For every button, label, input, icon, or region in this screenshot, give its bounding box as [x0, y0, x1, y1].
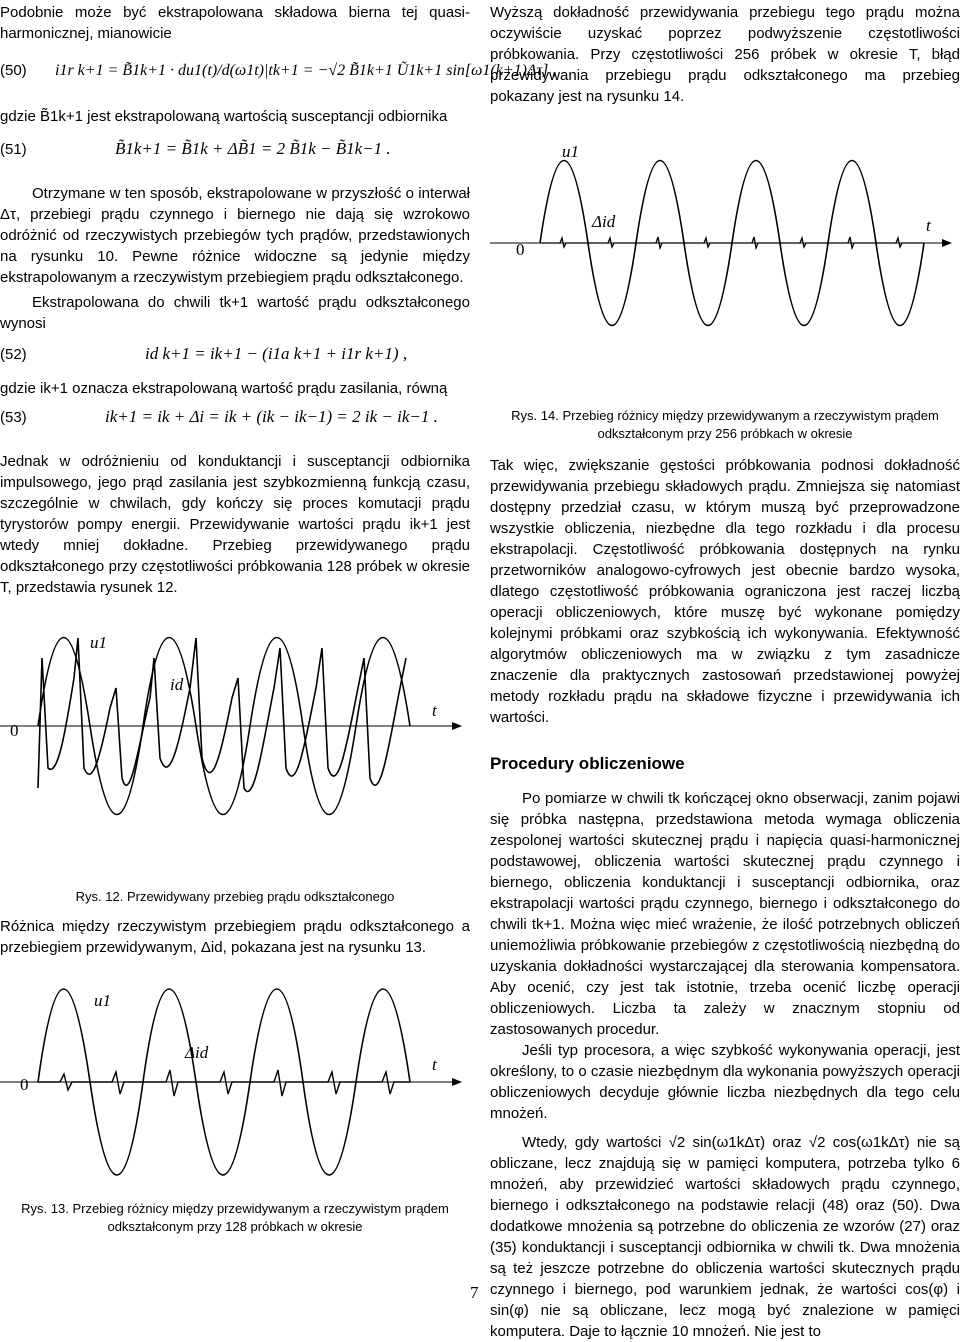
equation-51: [0, 127, 470, 173]
paragraph-5: Różnica między rzeczywistym przebiegiem prądu odkształconego a przebiegiem przewidywanym, Δid, pokazana jest na rysunku 13.: [0, 918, 470, 956]
right-column: [490, 0, 960, 1342]
figure-13-plot: [0, 966, 470, 1206]
paragraph-2: Tak więc, zwiększanie gęstości próbkowania podnosi dokładność przewidywania przebiegu składowych prądu. Zmniejsza się natomiast dostępny przedział czasu, w którym muszą być przeprowadzone wszystkie obliczenia, niezbędne dla tego rozkładu i dla procesu ekstrapolacji. Częstotliwość próbkowania dostępnych na rynku przetworników analogowo-cyfrowych jest obecnie bardzo wysoka, dlatego częstotliwość próbkowania ograniczona jest raczej liczbą operacji obliczeniowych, które muszę być wykonane pomiędzy kolejnymi próbkami oraz szybkością ich wykonywania. Efektywność algorytmów obliczeniowych ma w związku z tym zasadnicze znaczenie dla praktycznych zastosowań przedstawionej powyżej metody rozkładu prądu na składowe fizyczne i przewidywania ich wartości.: [490, 457, 960, 726]
paragraph-3: gdzie ik+1 oznacza ekstrapolowaną wartość prądu zasilania, równą: [0, 380, 448, 397]
axis-arrow-icon: [452, 1078, 462, 1086]
equation-number: (51): [0, 141, 27, 158]
equation-52: [0, 334, 470, 378]
id-label: id: [170, 675, 184, 694]
figure-13: [0, 966, 470, 1206]
equation-number: (50): [0, 62, 27, 79]
t-axis-label: t: [926, 216, 931, 235]
origin-label: 0: [20, 1075, 29, 1094]
figure-12-caption: Rys. 12. Przewidywany przebieg prądu odkształconego: [75, 889, 395, 904]
figure-14: [490, 137, 960, 347]
paragraph-1: Wyższą dokładność przewidywania przebiegu tego prądu można oczywiście uzyskać poprzez podwyższenie częstotliwości próbkowania. Przy częstotliwości 256 próbek w okresie T, błąd przewidywania przebiegu prądu odkształconego ma przebieg pokazany jest na rysunku 14.: [490, 4, 960, 105]
intro-paragraph: Podobnie może być ekstrapolowana składowa bierna tej quasi-harmonicznej, mianowicie: [0, 4, 470, 42]
paragraph-1: Otrzymane w ten sposób, ekstrapolowane w przyszłość o interwał Δτ, przebiegi prądu czynnego i biernego nie dają się wzrokowo odróżnić od rzeczywistych przebiegów tych prądów, przedstawionych na rysunku 10. Pewne różnice widoczne są jedynie między ekstrapolowanym a rzeczywistym przebiegiem prądu odkształconego.: [0, 185, 470, 286]
u1-label: u1: [562, 142, 579, 161]
axis-arrow-icon: [452, 722, 462, 730]
equation-body: id k+1 = ik+1 − (i1a k+1 + i1r k+1) ,: [145, 344, 408, 363]
paragraph-4: Jeśli typ procesora, a więc szybkość wykonywania operacji, jest określony, to o czasie niezbędnym dla wykonania powyższych operacji obliczeniowych decyduje głównie liczba niezbędnych dla tego celu mnożeń.: [490, 1042, 960, 1122]
paragraph-5: Wtedy, gdy wartości √2 sin(ω1kΔτ) oraz √2 cos(ω1kΔτ) nie są obliczane, lecz znajdują się w pamięci komputera, potrzeba tylko 6 mnożeń, aby przewidzieć wartości składowych prądu czynnego, biernego i odkształconego na podstawie relacji (48) oraz (50). Dwa dodatkowe mnożenia są potrzebne do obliczenia ze wzorów (27) oraz (35) konduktancji i susceptancji odbiornika w chwili tk. Dwa mnożenia są też jeszcze potrzebne do obliczenia wartości skutecznych prądu czynnego i biernego, pod warunkiem jednak, że wartości cos(φ) i sin(φ) nie są obliczane, lecz mogą być znalezione w pamięci komputera. Daje to łącznie 10 mnożeń. Nie jest to: [490, 1134, 960, 1340]
paragraph-3: Po pomiarze w chwili tk kończącej okno obserwacji, zanim pojawi się próbka następna, przedstawiona metoda wymaga obliczenia zespolonej wartości skutecznej prądu i napięcia quasi-harmonicznej podstawowej, obliczenia wartości skutecznej prądu czynnego i biernego, obliczenia konduktancji i susceptancji odbiornika, oraz ekstrapolacji wartości prądu czynnego, biernego i odkształconego do chwili tk+1. Można więc mieć wrażenie, że ilość potrzebnych obliczeń uniemożliwia próbkowanie przebiegów z częstotliwością niezbędną do uzyskania dokładności wystarczającej dla sterowania kompensatora. Aby ocenić, czy jest tak istotnie, trzeba ocenić liczbę operacji obliczeniowych. Liczba ta zależy w znacznym stopniu od zastosowanych procedur.: [490, 790, 960, 1038]
paragraph-2: Ekstrapolowana do chwili tk+1 wartość prądu odkształconego wynosi: [0, 294, 470, 332]
equation-53: [0, 399, 470, 443]
figure-12-plot: [0, 618, 470, 880]
figure-14-caption: Rys. 14. Przebieg różnicy między przewidywanym a rzeczywistym prądem odkształconym przy 256 próbkach w okresie: [511, 408, 939, 441]
origin-label: 0: [10, 721, 19, 740]
u1-label: u1: [90, 633, 107, 652]
equation-body: B̃1k+1 = B̃1k + ΔB̃1 = 2 B̃1k − B̃1k−1 .: [115, 139, 391, 158]
axis-arrow-icon: [942, 239, 952, 247]
section-heading: Procedury obliczeniowe: [490, 754, 685, 773]
equation-body: i1r k+1 = B̃1k+1 · du1(t)/d(ω1t)|tk+1 = −√2 B̃1k+1 Ũ1k+1 sin[ω1(k+1)Δτ] ,: [55, 62, 557, 79]
delta-id-label: Δid: [185, 1043, 209, 1062]
t-axis-label: t: [432, 701, 437, 720]
figure-14-plot: [490, 137, 960, 347]
delta-id-label: Δid: [592, 212, 616, 231]
gdzie-b-paragraph: gdzie B̃1k+1 jest ekstrapolowaną wartością susceptancji odbiornika: [0, 108, 448, 125]
figure-13-caption: Rys. 13. Przebieg różnicy między przewidywanym a rzeczywistym prądem odkształconym przy 128 próbkach w okresie: [21, 1201, 449, 1234]
equation-number: (52): [0, 346, 27, 363]
paragraph-4: Jednak w odróżnieniu od konduktancji i susceptancji odbiornika impulsowego, jego prąd zasilania jest szybkozmienną funkcją czasu, szczególnie w chwilach, gdy kończy się proces komutacji prądu tyrystorów pompy energii. Przewidywanie wartości prądu ik+1 jest wtedy mniej dokładne. Przebieg przewidywanego prądu odkształconego przy częstotliwości próbkowania 128 próbek w okresie T, przedstawia rysunek 12.: [0, 453, 470, 596]
origin-label: 0: [516, 240, 525, 259]
page-number: 7: [470, 1283, 479, 1302]
t-axis-label: t: [432, 1055, 437, 1074]
equation-number: (53): [0, 409, 27, 426]
equation-body: ik+1 = ik + Δi = ik + (ik − ik−1) = 2 ik − ik−1 .: [105, 407, 438, 426]
id-waveform: [38, 638, 406, 792]
u1-label: u1: [94, 991, 111, 1010]
figure-12: [0, 618, 470, 880]
equation-50: [0, 44, 557, 106]
